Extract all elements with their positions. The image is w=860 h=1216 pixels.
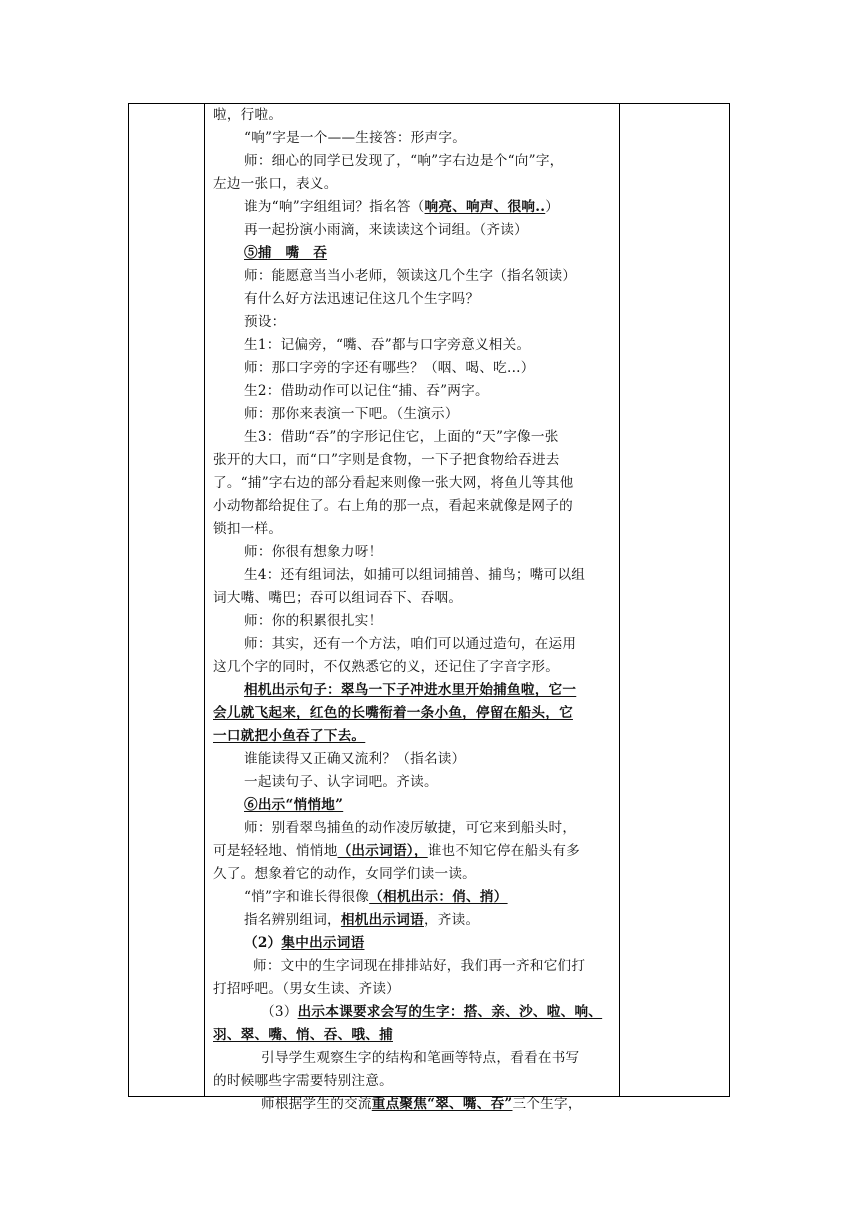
text-line: 师：你很有想象力呀！ — [244, 544, 383, 560]
text-line: 师根据学生的交流重点聚焦“翠、嘴、吞”三个生字， — [261, 1096, 582, 1112]
text-line: 可是轻轻地、悄悄地（出示词语），谁也不知它停在船头有多 — [213, 843, 580, 859]
text-line: 张开的大口，而“口”字则是食物，一下子把食物给吞进去 — [213, 452, 560, 468]
text-line: 师：能愿意当当小老师，领读这几个生字（指名领读） — [244, 268, 577, 284]
text-line: 生2：借助动作可以记住“捕、吞”两字。 — [244, 383, 489, 399]
text-line: 生1：记偏旁，“嘴、吞”都与口字旁意义相关。 — [244, 337, 531, 353]
text-line: 左边一张口，表义。 — [213, 176, 338, 192]
text-line: 师：细心的同学已发现了，“响”字右边是个“向”字， — [244, 153, 564, 169]
text-line: 预设： — [244, 314, 286, 330]
text-line: 词大嘴、嘴巴；吞可以组词吞下、吞咽。 — [213, 590, 463, 606]
text-line: “响”字是一个——生接答：形声字。 — [244, 130, 467, 146]
text-line: 师：其实，还有一个方法，咱们可以通过造句，在运用 — [244, 636, 577, 652]
text-line: 久了。想象着它的动作，女同学们读一读。 — [213, 866, 477, 882]
text-line: 师：别看翠鸟捕鱼的动作凌厉敏捷，可它来到船头时， — [244, 820, 577, 836]
text-line: 有什么好方法迅速记住这几个生字吗？ — [244, 291, 480, 307]
text-line: 师：那口字旁的字还有哪些？（咽、喝、吃...） — [244, 360, 535, 376]
text-line: 的时候哪些字需要特别注意。 — [213, 1073, 393, 1089]
text-line: 生4：还有组词法，如捕可以组词捕兽、捕鸟；嘴可以组 — [244, 567, 586, 583]
teaching-process-cell — [205, 104, 618, 1112]
text-line: 再一起扮演小雨滴，来读读这个词组。（齐读） — [244, 222, 528, 238]
text-line: 师：你的积累很扎实！ — [244, 613, 383, 629]
text-line: 师：那你来表演一下吧。（生演示） — [244, 406, 459, 422]
text-line: 羽、翠、嘴、悄、吞、哦、捕 — [213, 1027, 393, 1043]
text-line: 生3：借助“吞”的字形记住它，上面的“天”字像一张 — [244, 429, 559, 445]
text-line: 锁扣一样。 — [213, 521, 283, 537]
text-line: 谁为“响”字组组词？指名答（响亮、响声、很响..） — [244, 199, 560, 215]
text-line: 小动物都给捉住了。右上角的那一点，看起来就像是网子的 — [213, 498, 573, 514]
text-line: 引导学生观察生字的结构和笔画等特点，看看在书写 — [261, 1050, 580, 1066]
text-line: 指名辨别组词，相机出示词语，齐读。 — [244, 912, 480, 928]
text-line: 啦，行啦。 — [213, 107, 283, 123]
text-line: 这几个字的同时，不仅熟悉它的义，还记住了字音字形。 — [213, 659, 560, 675]
text-line: 师：文中的生字词现在排排站好，我们再一齐和它们打 — [253, 958, 586, 974]
text-line: 了。“捕”字右边的部分看起来则像一张大网，将鱼儿等其他 — [213, 475, 574, 491]
text-line: 一口就把小鱼吞了下去。 — [213, 728, 366, 744]
text-line: 一起读句子、认字词吧。齐读。 — [244, 774, 438, 790]
text-line: 相机出示句子：翠鸟一下子冲进水里开始捕鱼啦，它一 — [244, 682, 577, 698]
text-line: 会儿就飞起来，红色的长嘴衔着一条小鱼，停留在船头，它 — [213, 705, 573, 721]
text-line: ⑥出示“悄悄地” — [244, 797, 344, 813]
text-line: ⑤捕 嘴 吞 — [244, 245, 328, 261]
text-line: （2）集中出示词语 — [244, 935, 365, 951]
text-line: （3）出示本课要求会写的生字：搭、亲、沙、啦、响、 — [261, 1004, 603, 1020]
text-line: “悄”字和谁长得很像（相机出示：俏、捎） — [244, 889, 508, 905]
text-line: 打招呼吧。（男女生读、齐读） — [213, 981, 401, 997]
lesson-plan-table — [128, 103, 730, 1112]
text-line: 谁能读得又正确又流利？（指名读） — [244, 751, 466, 767]
